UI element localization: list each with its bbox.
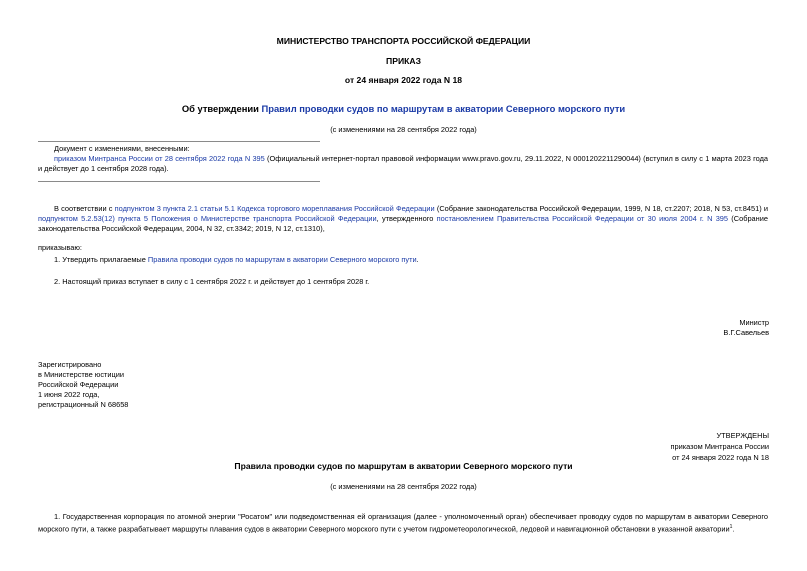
order-item-2: 2. Настоящий приказ вступает в силу с 1 сентября 2022 г. и действует до 1 сентября 2028 г. xyxy=(54,277,370,286)
doc-type: ПРИКАЗ xyxy=(386,56,421,66)
registration-block xyxy=(38,360,128,410)
registration-line: Российской Федерации xyxy=(38,380,119,389)
preamble-link-regulation[interactable]: подпунктом 5.2.53(12) пункта 5 Положения о Министерстве транспорта Российской Федерации xyxy=(38,214,377,223)
preamble xyxy=(38,204,768,234)
preamble-text-3: , утвержденного xyxy=(376,214,437,223)
footnote-marker[interactable]: 1 xyxy=(729,524,733,530)
changes-link[interactable]: приказом Минтранса России от 28 сентября 2022 года N 395 xyxy=(54,154,265,163)
doc-date-number: от 24 января 2022 года N 18 xyxy=(344,75,463,85)
preamble-link-decree[interactable]: постановлением Правительства Российской Федерации от 30 июля 2004 г. N 395 xyxy=(436,214,729,223)
order-word: приказываю: xyxy=(38,243,82,252)
approval-line: от 24 января 2022 года N 18 xyxy=(672,453,769,462)
signature-name: В.Г.Савельев xyxy=(723,328,769,337)
changes-text xyxy=(38,154,768,174)
registration-line: регистрационный N 68658 xyxy=(38,400,129,409)
divider-top xyxy=(38,141,320,142)
title-link[interactable]: Правил проводки судов по маршрутам в акватории Северного морского пути xyxy=(261,103,626,114)
rules-title: Правила проводки судов по маршрутам в акватории Северного морского пути xyxy=(234,461,573,471)
approval-line: УТВЕРЖДЕНЫ xyxy=(716,431,769,440)
rules-paragraph-1-end: . xyxy=(732,524,735,534)
order-item-1-text: 1. Утвердить прилагаемые xyxy=(54,255,148,264)
order-item-1-end: . xyxy=(416,255,419,264)
preamble-text-2: (Собрание законодательства Российской Федерации, 1999, N 18, ст.2207; 2018, N 53, ст.8451) и xyxy=(434,204,769,213)
preamble-link-code[interactable]: подпунктом 3 пункта 2.1 статьи 5.1 Кодекса торгового мореплавания Российской Федерации xyxy=(114,204,435,213)
amend-note: (с изменениями на 28 сентября 2022 года) xyxy=(330,125,477,134)
ministry-name: МИНИСТЕРСТВО ТРАНСПОРТА РОССИЙСКОЙ ФЕДЕРАЦИИ xyxy=(276,36,531,46)
registration-line: в Министерстве юстиции xyxy=(38,370,125,379)
approval-line: приказом Минтранса России xyxy=(670,442,769,451)
order-item-1-link[interactable]: Правила проводки судов по маршрутам в акватории Северного морского пути xyxy=(147,255,417,264)
registration-line: 1 июня 2022 года, xyxy=(38,390,100,399)
title-prefix: Об утверждении xyxy=(181,103,262,114)
changes-intro: Документ с изменениями, внесенными: xyxy=(54,144,190,153)
registration-line: Зарегистрировано xyxy=(38,360,102,369)
rules-amend-note: (с изменениями на 28 сентября 2022 года) xyxy=(330,482,477,491)
rules-paragraph-1-text: 1. Государственная корпорация по атомной энергии "Росатом" или подведомственная ей организация (далее - уполномоченный орган) обеспечивает проводку судов по маршрутам в акватории Северного морского пути, а также разрабатывает маршруты плавания судов в акватории Северного морского пути с учетом гидрометеорологической, ледовой и навигационной обстановки в указанной акватории xyxy=(38,512,768,534)
order-item-1 xyxy=(54,255,419,265)
divider-bottom xyxy=(38,181,320,182)
page-title xyxy=(0,103,807,115)
preamble-text-4: (Собрание законодательства Российской Федерации, 2004, N 32, ст.3342; 2019, N 12, ст.1310), xyxy=(38,214,768,233)
preamble-text-1: В соответствии с xyxy=(54,204,115,213)
rules-paragraph-1 xyxy=(38,512,768,534)
signature-position: Министр xyxy=(739,318,769,327)
changes-rest: (Официальный интернет-портал правовой информации www.pravo.gov.ru, 29.11.2022, N 0001202211290044) (вступил в силу с 1 марта 2023 года и действует до 1 сентября 2028 года). xyxy=(38,154,768,173)
approval-block xyxy=(671,431,770,463)
